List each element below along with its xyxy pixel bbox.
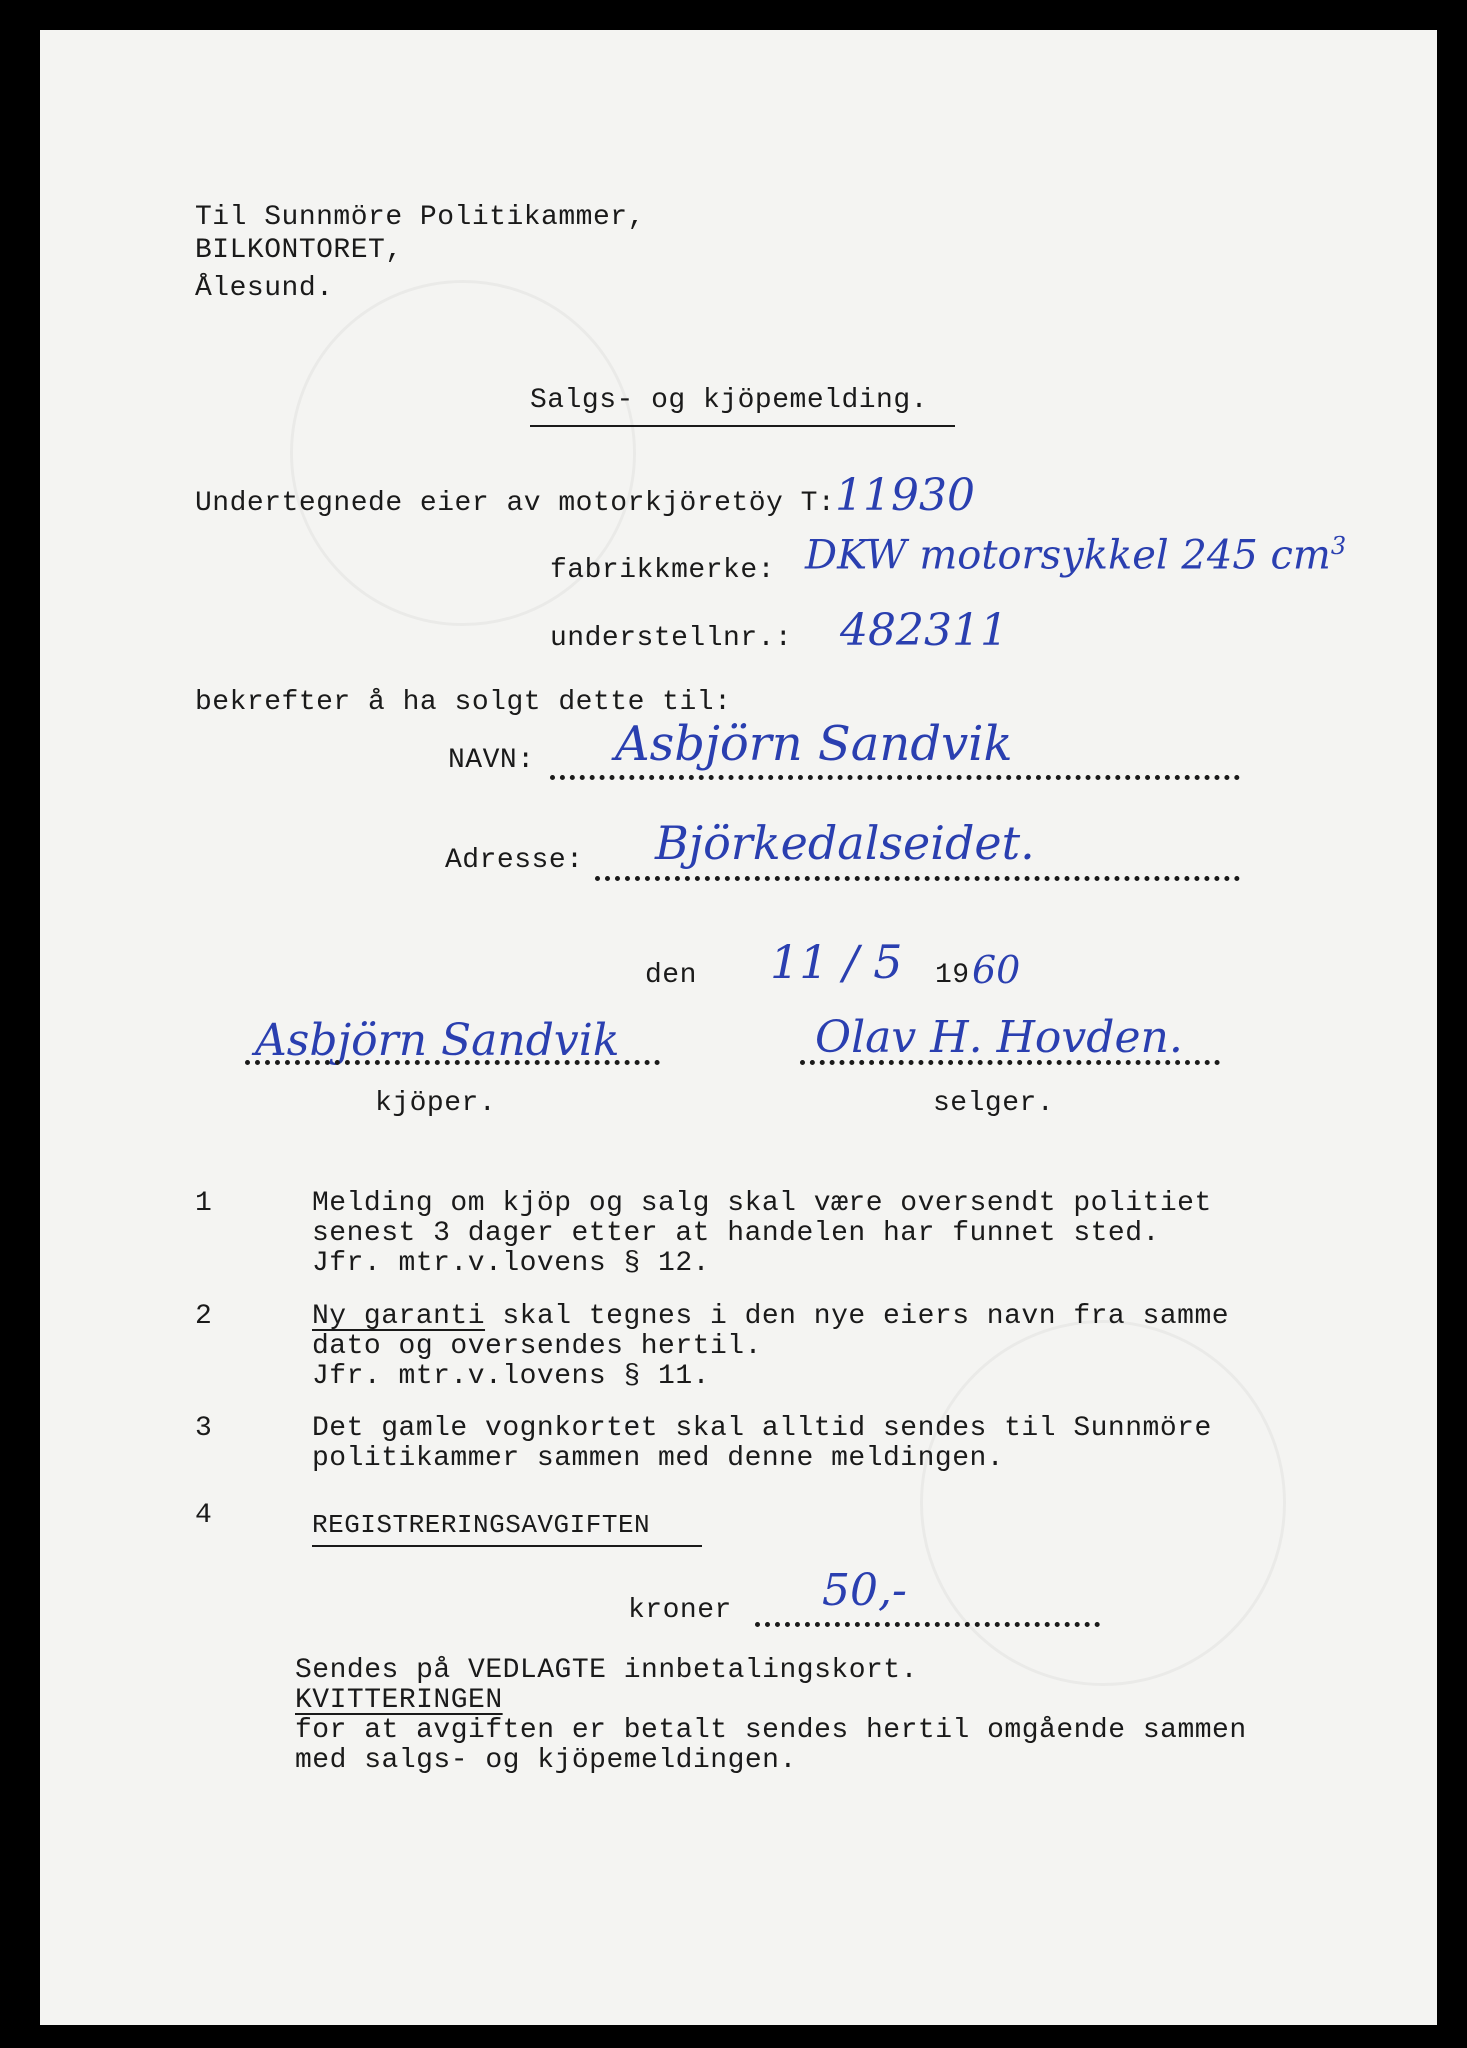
note-line: dato og oversendes hertil.: [312, 1331, 762, 1362]
note-line: politikammer sammen med denne meldingen.: [312, 1443, 1005, 1474]
note-number: 3: [195, 1413, 213, 1444]
note-emphasis: Ny garanti: [312, 1301, 486, 1332]
footer-line-1: Sendes på VEDLAGTE innbetalingskort.: [295, 1655, 918, 1686]
page-title: Salgs- og kjöpemelding.: [530, 385, 928, 416]
fee-heading: REGISTRERINGSAVGIFTEN: [312, 1510, 651, 1540]
date-value: 11 / 5: [770, 935, 903, 989]
seller-signature-line: [800, 1060, 1220, 1065]
note-line: [312, 1301, 1229, 1332]
make-label: fabrikkmerke:: [550, 555, 775, 586]
footer-line-4: med salgs- og kjöpemeldingen.: [295, 1745, 797, 1776]
fee-heading-underline: [312, 1545, 702, 1547]
document-page: [40, 30, 1437, 2025]
note-line: Jfr. mtr.v.lovens § 12.: [312, 1248, 710, 1279]
buyer-label: kjöper.: [375, 1088, 497, 1119]
year-prefix: 19: [935, 960, 970, 991]
address-label: Adresse:: [445, 845, 584, 876]
address-dotted-line: [595, 876, 1240, 881]
make-value-text: DKW motorsykkel 245 cm: [805, 532, 1331, 579]
seller-signature: Olav H. Hovden.: [815, 1012, 1183, 1063]
chassis-label: understellnr.:: [550, 623, 793, 654]
fee-value: 50,-: [822, 1565, 907, 1616]
buyer-name-value: Asbjörn Sandvik: [615, 716, 1013, 772]
owner-registration-value: 11930: [835, 470, 975, 521]
note-line: Melding om kjöp og salg skal være oversendt politiet: [312, 1188, 1212, 1219]
watermark-seal-bottom: [920, 1320, 1286, 1686]
owner-label: Undertegnede eier av motorkjöretöy T:: [195, 488, 836, 519]
buyer-signature-line: [245, 1060, 660, 1065]
date-label: den: [645, 960, 697, 991]
note-line: Jfr. mtr.v.lovens § 11.: [312, 1361, 710, 1392]
name-dotted-line: [550, 775, 1240, 780]
addressee-line-3: Ålesund.: [195, 273, 334, 304]
note-line-rest: skal tegnes i den nye eiers navn fra samme: [485, 1301, 1230, 1332]
footer-line-3: for at avgiften er betalt sendes hertil omgående sammen: [295, 1715, 1247, 1746]
year-suffix: 60: [972, 948, 1021, 992]
make-value-superscript: 3: [1330, 532, 1347, 560]
buyer-signature: Asbjörn Sandvik: [255, 1015, 620, 1066]
make-value: [805, 532, 1346, 578]
seller-label: selger.: [933, 1088, 1055, 1119]
name-label: NAVN:: [448, 745, 535, 776]
addressee-line-2: BILKONTORET,: [195, 235, 403, 266]
note-number: 2: [195, 1301, 213, 1332]
chassis-value: 482311: [840, 605, 1008, 656]
footer-line-2: KVITTERINGEN: [295, 1685, 503, 1716]
note-line: Det gamle vognkortet skal alltid sendes til Sunnmöre: [312, 1413, 1212, 1444]
fee-label: kroner: [628, 1595, 732, 1626]
note-number: 4: [195, 1500, 213, 1531]
note-line: senest 3 dager etter at handelen har funnet sted.: [312, 1218, 1160, 1249]
buyer-address-value: Björkedalseidet.: [655, 816, 1035, 870]
fee-dotted-line: [755, 1622, 1100, 1627]
title-underline: [530, 425, 955, 427]
addressee-line-1: Til Sunnmöre Politikammer,: [195, 202, 645, 233]
note-number: 1: [195, 1188, 213, 1219]
confirm-text: bekrefter å ha solgt dette til:: [195, 687, 732, 718]
